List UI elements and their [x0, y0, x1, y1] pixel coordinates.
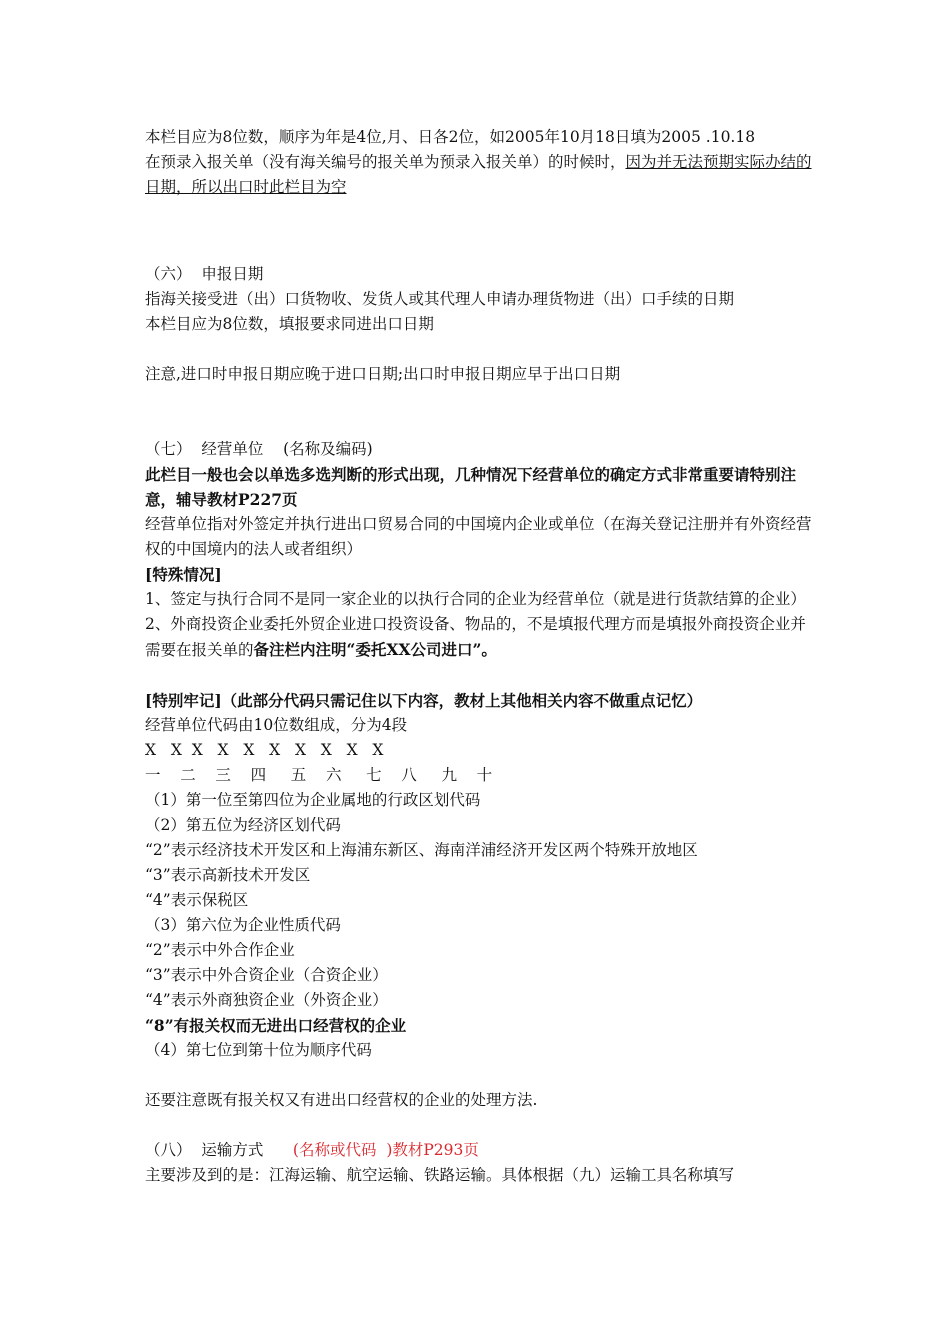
code-item-2-a: “2”表示经济技术开发区和上海浦东新区、海南洋浦经济开发区两个特殊开放地区: [145, 841, 698, 859]
section-6-definition: 指海关接受进（出）口货物收、发货人或其代理人申请办理货物进（出）口手续的日期: [145, 290, 735, 308]
code-item-1: （1）第一位至第四位为企业属地的行政区划代码: [145, 791, 481, 809]
spacer: [145, 1063, 813, 1088]
section-7-bold-note: 此栏目一般也会以单选多选判断的形式出现，几种情况下经营单位的确定方式非常重要请特别注意，辅导教材P227页: [145, 465, 797, 509]
code-item-2: （2）第五位为经济区划代码: [145, 816, 341, 834]
code-intro: 经营单位代码由10位数组成，分为4段: [145, 716, 408, 734]
section-7-end-note: 还要注意既有报关权又有进出口经营权的企业的处理方法.: [145, 1091, 538, 1109]
code-item-3-b: “3”表示中外合资企业（合资企业）: [145, 966, 388, 984]
special-case-2-bold: 备注栏内注明“委托XX公司进口”。: [253, 640, 497, 659]
date-rule-paragraph: 本栏目应为8位数，顺序为年是4位,月、日各2位，如2005年10月18日填为2005 .10.18: [145, 128, 756, 146]
code-item-3-a: “2”表示中外合作企业: [145, 941, 295, 959]
spacer: [145, 200, 813, 262]
code-x-row: X X X X X X X X X X: [145, 741, 384, 759]
special-case-1: 1、签定与执行合同不是同一家企业的以执行合同的企业为经营单位（就是进行货款结算的企业）: [145, 590, 806, 608]
special-case-2-text: 2、外商投资企业委托外贸企业进口投资设备、物品的，不是填报代理方而是填报外商投资企业并需要在报关单的: [145, 615, 806, 659]
special-case-2: [145, 612, 813, 663]
code-item-3-d: “8”有报关权而无进出口经营权的企业: [145, 1016, 407, 1035]
section-8-heading-red: (名称或代码 )教材P293页: [292, 1141, 479, 1159]
spacer: [145, 1113, 813, 1138]
prerecord-paragraph: [145, 150, 813, 200]
spacer: [145, 663, 813, 688]
code-item-3: （3）第六位为企业性质代码: [145, 916, 341, 934]
memo-title: [特别牢记]（此部分代码只需记住以下内容，教材上其他相关内容不做重点记忆）: [145, 691, 703, 710]
code-item-2-b: “3”表示高新技术开发区: [145, 866, 311, 884]
document-body: [145, 125, 813, 1188]
section-8-heading: [145, 1138, 813, 1163]
special-cases-title: [特殊情况]: [145, 565, 222, 584]
prerecord-text: 在预录入报关单（没有海关编号的报关单为预录入报关单）的时候时，: [145, 153, 626, 171]
section-6-rule: 本栏目应为8位数，填报要求同进出口日期: [145, 315, 434, 333]
spacer: [145, 387, 813, 437]
section-7-heading: （七） 经营单位 (名称及编码): [145, 440, 373, 458]
code-item-3-c: “4”表示外商独资企业（外资企业）: [145, 991, 388, 1009]
spacer: [145, 337, 813, 362]
section-6-note: 注意,进口时申报日期应晚于进口日期;出口时申报日期应早于出口日期: [145, 365, 621, 383]
section-8-body: 主要涉及到的是：江海运输、航空运输、铁路运输。具体根据（九）运输工具名称填写: [145, 1166, 735, 1184]
code-digit-row: 一 二 三 四 五 六 七 八 九 十: [145, 766, 493, 784]
code-item-2-c: “4”表示保税区: [145, 891, 249, 909]
section-6-heading: （六） 申报日期: [145, 265, 264, 283]
code-item-4: （4）第七位到第十位为顺序代码: [145, 1041, 372, 1059]
prerecord-underlined: 因为并无法预期实际办结的日期，所以出口时此栏目为空: [145, 153, 812, 196]
section-8-heading-text: （八） 运输方式: [145, 1141, 293, 1159]
section-7-definition: 经营单位指对外签定并执行进出口贸易合同的中国境内企业或单位（在海关登记注册并有外资经营权的中国境内的法人或者组织）: [145, 515, 812, 558]
